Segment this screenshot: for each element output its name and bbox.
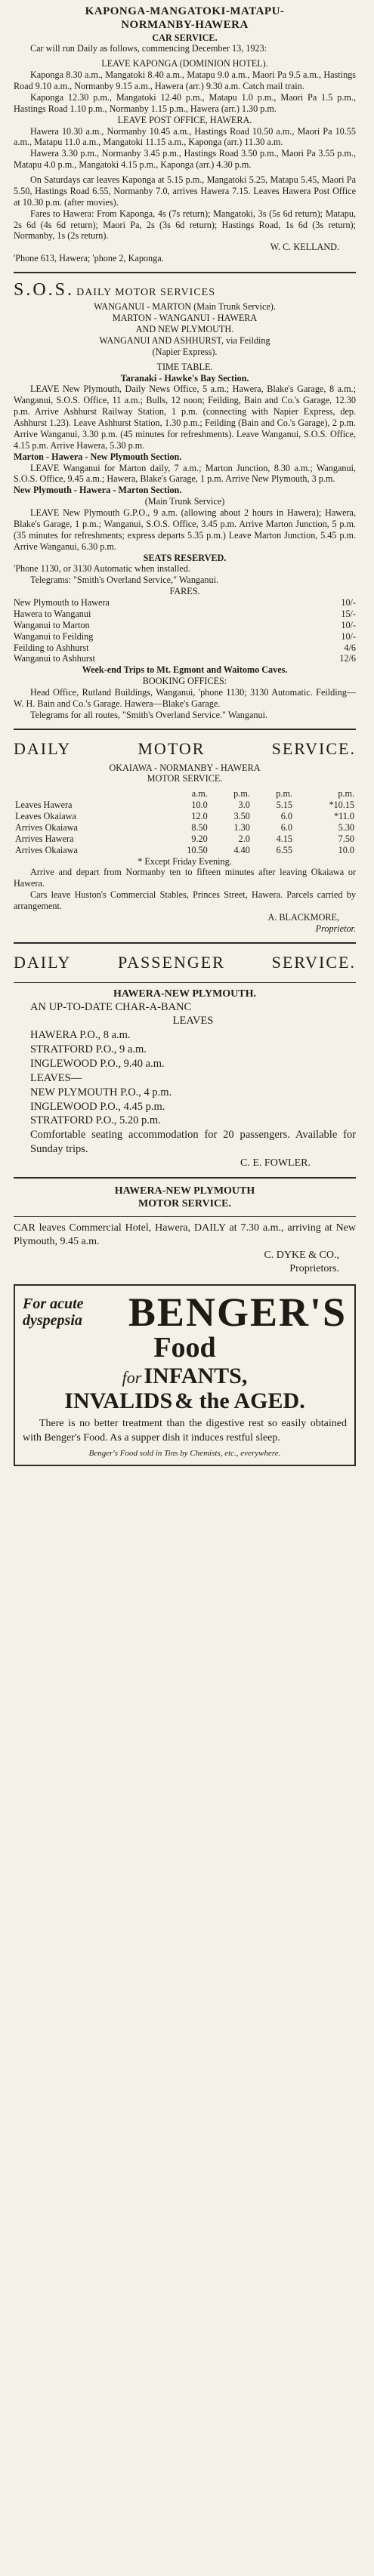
booking-heading: BOOKING OFFICES: [142, 676, 227, 687]
fare-row [14, 620, 356, 631]
time-cell: 3.50 [233, 811, 250, 822]
fare-row [14, 597, 356, 609]
role: Proprietors. [289, 1262, 339, 1274]
timetable-paragraph: Hawera 10.30 a.m., Normanby 10.45 a.m., Hastings Road 10.50 a.m., Maori Pa 10.55 a.m., Matapu 11.0 a.m., Mangatoki 11.15 a.m., Kaponga (arr.) 11.30 a.m. [14, 125, 356, 148]
fares-table [14, 597, 356, 664]
ad-paragraph: Cars leave Huston's Commercial Stables, Princes Street, Hawera. Parcels carried by arrangement. [14, 889, 356, 912]
ad-title: NORMANBY-HAWERA [121, 19, 249, 32]
time-cell: 6.0 [280, 811, 292, 822]
okaiawa-motor-service-ad [14, 736, 356, 935]
signature: C. E. FOWLER. [240, 1157, 311, 1169]
schedule-block [14, 1000, 356, 1157]
time-cell: 8.50 [191, 821, 208, 833]
bengers-food-ad [14, 1284, 356, 1467]
ad-title [14, 736, 356, 763]
daily-passenger-service-ad [14, 950, 356, 1169]
telegrams-line: Telegrams for all routes, "Smith's Overland Service." Wanganui. [30, 709, 268, 720]
fare-value: 12/6 [339, 653, 356, 664]
fare-row [14, 631, 356, 642]
ad-title: MOTOR SERVICE. [138, 1198, 231, 1210]
route-line: AND NEW PLYMOUTH. [135, 324, 234, 335]
ad-title-word: PASSENGER [117, 952, 225, 972]
divider [14, 942, 356, 944]
ad-subtitle: CAR SERVICE. [152, 32, 218, 43]
kaponga-car-service-ad [14, 0, 356, 264]
timetable-paragraph: Kaponga 8.30 a.m., Mangatoki 8.40 a.m., Matapu 9.0 a.m., Maori Pa 9.5 a.m., Hastings Road 9.10 a.m., Normanby 9.15 a.m., Hawera (arr.) 9.30 a.m. Catch mail train. [14, 69, 356, 92]
divider [14, 1216, 356, 1217]
time-cell: 4.40 [233, 844, 250, 855]
column-header: a.m. [191, 788, 208, 800]
ad-paragraph: Arrive and depart from Normanby ten to fifteen minutes after leaving Okaiawa or Hawera. [14, 867, 356, 889]
route-title: HAWERA-NEW PLYMOUTH. [113, 988, 257, 1000]
timetable-header [14, 788, 356, 800]
route-line: WANGANUI - MARTON (Main Trunk Service). [94, 301, 276, 313]
row-label: Arrives Okaiawa [15, 821, 78, 833]
ad-paragraph: Comfortable seating accommodation for 20 passengers. Available for Sunday trips. [30, 1129, 356, 1156]
weekend-trips: Week-end Trips to Mt. Egmont and Waitomo Caves. [82, 664, 288, 676]
ad-paragraph: CAR leaves Commercial Hotel, Hawera, DAILY at 7.30 a.m., arriving at New Plymouth, 9.45 a.m. [14, 1222, 356, 1248]
timetable-row [14, 822, 356, 834]
section-heading: Taranaki - Hawke's Bay Section. [120, 372, 249, 384]
section-subheading: (Main Trunk Service) [144, 496, 225, 507]
divider [14, 272, 356, 273]
divider [14, 1177, 356, 1179]
schedule-line: STRATFORD P.O., 5.20 p.m. [30, 1114, 161, 1127]
fares-heading: FARES. [169, 586, 200, 597]
ad-title: HAWERA-NEW PLYMOUTH [114, 1185, 255, 1197]
fare-row [14, 653, 356, 664]
time-cell: 6.0 [280, 821, 292, 833]
schedule-line: LEAVES [172, 1015, 214, 1028]
fare-value: 10/- [341, 619, 356, 630]
ad-title-word: MOTOR [138, 738, 206, 758]
booking-paragraph: Head Office, Rutland Buildings, Wanganui, 'phone 1130; 3130 Automatic. Feilding—W. H. Bain and Co.'s Garage. Hawera—Blake's Garage. [14, 687, 356, 709]
tagline-line: dyspepsia [23, 1311, 82, 1329]
time-cell: 10.0 [338, 844, 354, 855]
timetable-row [14, 834, 356, 845]
saturday-paragraph: On Saturdays car leaves Kaponga at 5.15 p.m., Mangatoki 5.25, Matapu 5.45, Maori Pa 5.50, Hastings Road 6.55, Normanby 7.0, arrives Hawera 7.15. Leaves Hawera Post Office at 10.30 p.m. (after movies). [14, 174, 356, 208]
column-header: p.m. [276, 788, 292, 800]
food-heading: Food [153, 1331, 216, 1363]
ad-title-big: S.O.S. [14, 280, 75, 300]
time-cell: 10.50 [187, 844, 208, 855]
schedule-line: AN UP-TO-DATE CHAR-A-BANC [30, 1000, 192, 1013]
fare-row [14, 609, 356, 620]
time-cell: *11.0 [334, 811, 354, 822]
signature: W. C. KELLAND. [270, 242, 339, 253]
row-label: Arrives Hawera [15, 833, 74, 844]
timetable-row [14, 811, 356, 822]
time-cell: 5.30 [338, 821, 354, 833]
ad-title-word: SERVICE. [271, 738, 356, 758]
ad-title [14, 279, 356, 301]
time-cell: 10.0 [191, 800, 208, 811]
divider [14, 729, 356, 730]
section-heading: Marton - Hawera - New Plymouth Section. [14, 451, 182, 462]
role: Proprietor. [315, 923, 356, 934]
signature: A. BLACKMORE, [267, 911, 339, 923]
time-cell: 7.50 [338, 833, 354, 844]
timetable-paragraph: LEAVE New Plymouth, Daily News Office, 5 a.m.; Hawera, Blake's Garage, 8 a.m.; Wanganui, S.O.S. Office, 11 a.m.; Bulls, 12 noon; Feilding, Bain and Co.'s Garage, 12.30 p.m. Arrive Ashhurst Railway Station, 1 p.m. (connecting with Napier Express, dep. Ashhurst 1.23). Leave Ashhurst Station, 1.30 p.m.; Feilding (Bain and Co.'s Garage), 2 p.m. Arrive Wanganui, 3.30 p.m. (45 minutes for refreshments). Leave Wanganui, S.O.S. Office, 4.15 p.m. Arrive Hawera, 5.30 p.m. [14, 384, 356, 451]
schedule-line: INGLEWOOD P.O., 9.40 a.m. [30, 1057, 165, 1070]
schedule-line: LEAVES— [30, 1071, 82, 1084]
fares-paragraph: Fares to Hawera: From Kaponga, 4s (7s return); Mangatoki, 3s (5s 6d return); Matapu, 2s 6d (4s 6d return); Maori Pa, 2s (3s 6d return); Hastings Road, 1s 6d (3s return); Normanby, 1s (2s return). [14, 208, 356, 242]
fare-value: 10/- [341, 597, 356, 609]
column-header: p.m. [233, 788, 250, 800]
fare-route: Wanganui to Ashhurst [14, 653, 96, 664]
timetable [14, 788, 356, 855]
seats-reserved: SEATS RESERVED. [143, 552, 227, 563]
divider [14, 982, 356, 983]
ad-subtitle: OKAIAWA - NORMANBY - HAWERA [109, 762, 261, 773]
telegrams-line: Telegrams: "Smith's Overland Service," Wanganui. [30, 575, 219, 586]
time-cell: 1.30 [233, 821, 250, 833]
time-cell: 3.0 [238, 800, 250, 811]
fare-value: 4/6 [344, 642, 356, 653]
section-heading: LEAVE KAPONGA (DOMINION HOTEL). [101, 58, 268, 69]
new-plymouth-motor-service-ad [14, 1185, 356, 1275]
time-cell: 6.55 [276, 844, 292, 855]
footnote: * Except Friday Evening. [138, 855, 232, 867]
fare-value: 10/- [341, 630, 356, 642]
ad-title-word: DAILY [14, 952, 72, 972]
tagline-line: For acute [23, 1295, 84, 1312]
ad-footer: Benger's Food sold in Tins by Chemists, etc., everywhere. [88, 1448, 281, 1458]
route-line: (Napier Express). [152, 346, 218, 357]
ad-title-word: DAILY [14, 738, 72, 758]
invalids-heading: INVALIDS [64, 1388, 173, 1414]
fare-value: 15/- [341, 608, 356, 619]
schedule-line: STRATFORD P.O., 9 a.m. [30, 1043, 147, 1056]
timetable-row [14, 800, 356, 811]
timetable-row [14, 845, 356, 856]
time-cell: 4.15 [276, 833, 292, 844]
signature: C. DYKE & CO., [264, 1249, 339, 1262]
ad-subtitle: MOTOR SERVICE. [147, 773, 223, 784]
timetable-paragraph: Kaponga 12.30 p.m., Mangatoki 12.40 p.m., Matapu 1.0 p.m., Maori Pa 1.5 p.m., Hastings Road 1.10 p.m., Normanby 1.15 p.m., Hawera (arr.) 1.30 p.m. [14, 91, 356, 114]
ad-title [14, 950, 356, 976]
schedule-line: HAWERA P.O., 8 a.m. [30, 1029, 131, 1042]
row-label: Leaves Hawera [15, 800, 73, 811]
fare-route: Hawera to Wanganui [14, 608, 91, 619]
for-word: for [122, 1368, 142, 1388]
section-heading: New Plymouth - Hawera - Marton Section. [14, 485, 182, 496]
schedule-line: INGLEWOOD P.O., 4.45 p.m. [30, 1100, 165, 1113]
bengers-logo: BENGER'S [128, 1289, 347, 1335]
row-label: Arrives Okaiawa [15, 844, 78, 855]
phone-line: 'Phone 1130, or 3130 Automatic when installed. [14, 563, 190, 575]
fare-route: New Plymouth to Hawera [14, 597, 110, 609]
time-cell: 9.20 [191, 833, 208, 844]
aged-heading: & the AGED. [175, 1388, 305, 1414]
ad-title-rest: DAILY MOTOR SERVICES [76, 287, 216, 299]
ad-title: KAPONGA-MANGATOKI-MATAPU- [85, 5, 285, 17]
phone-line: 'Phone 613, Hawera; 'phone 2, Kaponga. [14, 253, 164, 264]
section-heading: LEAVE POST OFFICE, HAWERA. [117, 114, 252, 125]
fare-row [14, 642, 356, 654]
time-cell: 5.15 [276, 800, 292, 811]
ad-intro: Car will run Daily as follows, commencing December 13, 1923: [30, 43, 267, 54]
time-cell: *10.15 [329, 800, 354, 811]
column-header: p.m. [338, 788, 354, 800]
ad-title-word: SERVICE. [271, 952, 356, 972]
timetable-paragraph: Hawera 3.30 p.m., Normanby 3.45 p.m., Hastings Road 3.50 p.m., Maori Pa 3.55 p.m., Matapu 4.0 p.m., Mangatoki 4.15 p.m., Kaponga (arr.) 4.30 p.m. [14, 148, 356, 171]
infants-heading: INFANTS, [144, 1363, 248, 1389]
timetable-heading: TIME TABLE. [156, 361, 213, 372]
time-cell: 12.0 [191, 811, 208, 822]
tagline [23, 1296, 84, 1329]
route-line: MARTON - WANGANUI - HAWERA [112, 313, 258, 324]
fare-route: Wanganui to Marton [14, 619, 90, 630]
time-cell: 2.0 [238, 833, 250, 844]
timetable-paragraph: LEAVE New Plymouth G.P.O., 9 a.m. (allowing about 2 hours in Hawera); Hawera, Blake's Garage, 1 p.m.; Wanganui, S.O.S. Office, 3.45 p.m. Arrive Marton Junction, 5 p.m. (35 minutes for refreshments; express departs 5.35 p.m.) Leave Marton Junction, 5.45 p.m. Arrive Wanganui, 6.30 p.m. [14, 507, 356, 552]
sos-motor-services-ad [14, 279, 356, 721]
schedule-line: NEW PLYMOUTH P.O., 4 p.m. [30, 1086, 172, 1098]
route-line: WANGANUI AND ASHHURST, via Feilding [99, 334, 270, 346]
timetable-paragraph: LEAVE Wanganui for Marton daily, 7 a.m.; Marton Junction, 8.30 a.m.; Wanganui, S.O.S. Office, 9.45 a.m.; Hawera, Blake's Garage, 1 p.m. Arrive New Plymouth, 3 p.m. [14, 462, 356, 485]
ad-paragraph: There is no better treatment than the digestive rest so easily obtained with Benger's Food. As a supper dish it induces restful sleep. [23, 1418, 347, 1444]
row-label: Leaves Okaiawa [15, 811, 76, 822]
fare-route: Feilding to Ashhurst [14, 642, 89, 653]
fare-route: Wanganui to Feilding [14, 630, 94, 642]
